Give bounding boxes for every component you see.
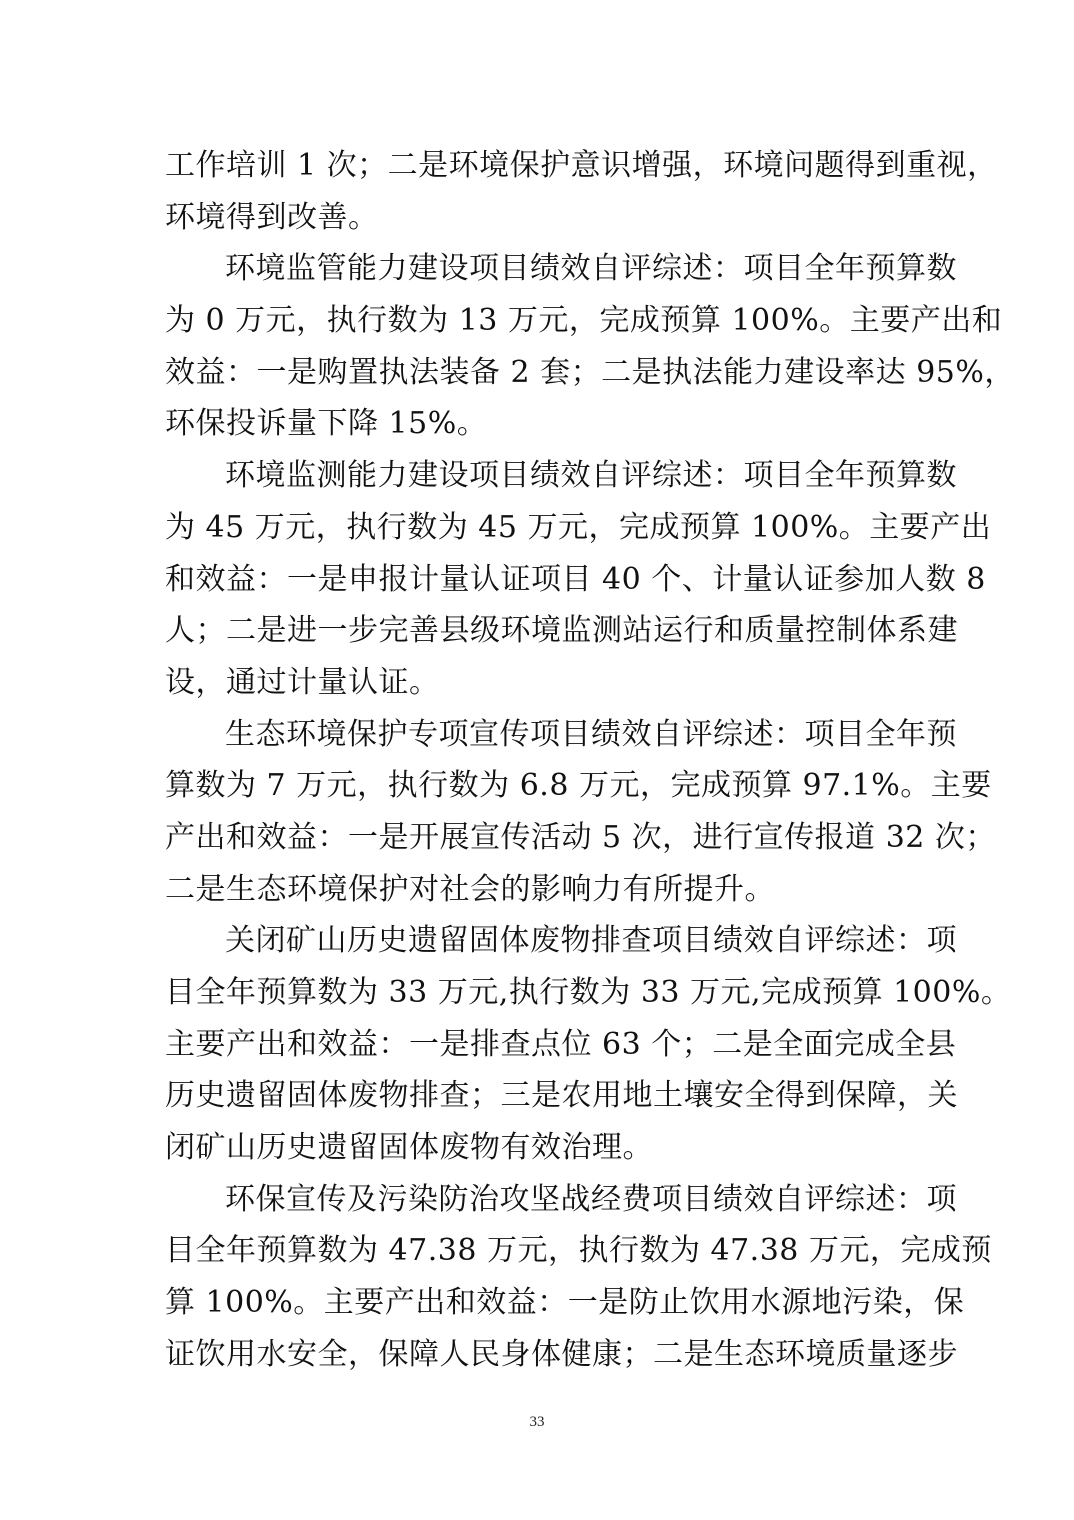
text-line: 证饮用水安全，保障人民身体健康；二是生态环境质量逐步 — [165, 1336, 958, 1372]
text-line: 产出和效益：一是开展宣传活动 5 次，进行宣传报道 32 次； — [165, 819, 996, 855]
text-line: 环境监测能力建设项目绩效自评综述：项目全年预算数 — [225, 458, 957, 494]
text-line: 生态环境保护专项宣传项目绩效自评综述：项目全年预 — [225, 716, 957, 752]
paragraph — [165, 709, 996, 916]
paragraph-list — [165, 140, 1015, 1381]
text-line: 设，通过计量认证。 — [165, 664, 440, 700]
text-line: 环保宣传及污染防治攻坚战经费项目绩效自评综述：项 — [225, 1181, 957, 1217]
text-line: 为 0 万元，执行数为 13 万元，完成预算 100%。主要产出和 — [165, 303, 1003, 339]
text-line: 环境得到改善。 — [165, 199, 379, 235]
text-line: 算 100%。主要产出和效益：一是防止饮用水源地污染，保 — [165, 1285, 965, 1321]
text-line: 环境监管能力建设项目绩效自评综述：项目全年预算数 — [225, 251, 957, 287]
paragraph — [165, 450, 992, 708]
text-line: 效益：一是购置执法装备 2 套；二是执法能力建设率达 95%， — [165, 354, 1015, 390]
text-line: 工作培训 1 次；二是环境保护意识增强，环境问题得到重视， — [165, 148, 998, 183]
document-body — [165, 140, 1015, 1381]
text-line: 主要产出和效益：一是排查点位 63 个；二是全面完成全县 — [165, 1026, 957, 1062]
text-line: 闭矿山历史遗留固体废物有效治理。 — [165, 1130, 653, 1166]
text-line: 和效益：一是申报计量认证项目 40 个、计量认证参加人数 8 — [165, 561, 986, 597]
paragraph — [165, 915, 1012, 1173]
text-line: 算数为 7 万元，执行数为 6.8 万元，完成预算 97.1%。主要 — [165, 768, 992, 804]
paragraph — [165, 1174, 992, 1381]
page-number: 33 — [529, 1414, 545, 1430]
text-line: 历史遗留固体废物排查；三是农用地土壤安全得到保障，关 — [165, 1078, 958, 1114]
text-line: 目全年预算数为 33 万元,执行数为 33 万元,完成预算 100%。 — [165, 975, 1012, 1010]
text-line: 环保投诉量下降 15%。 — [165, 406, 488, 442]
text-line: 为 45 万元，执行数为 45 万元，完成预算 100%。主要产出 — [165, 509, 992, 545]
paragraph — [165, 243, 1015, 450]
text-line: 关闭矿山历史遗留固体废物排查项目绩效自评综述：项 — [225, 923, 957, 959]
text-line: 目全年预算数为 47.38 万元，执行数为 47.38 万元，完成预 — [165, 1233, 992, 1269]
paragraph — [165, 140, 998, 243]
text-line: 人；二是进一步完善县级环境监测站运行和质量控制体系建 — [165, 613, 958, 649]
text-line: 二是生态环境保护对社会的影响力有所提升。 — [165, 871, 775, 907]
